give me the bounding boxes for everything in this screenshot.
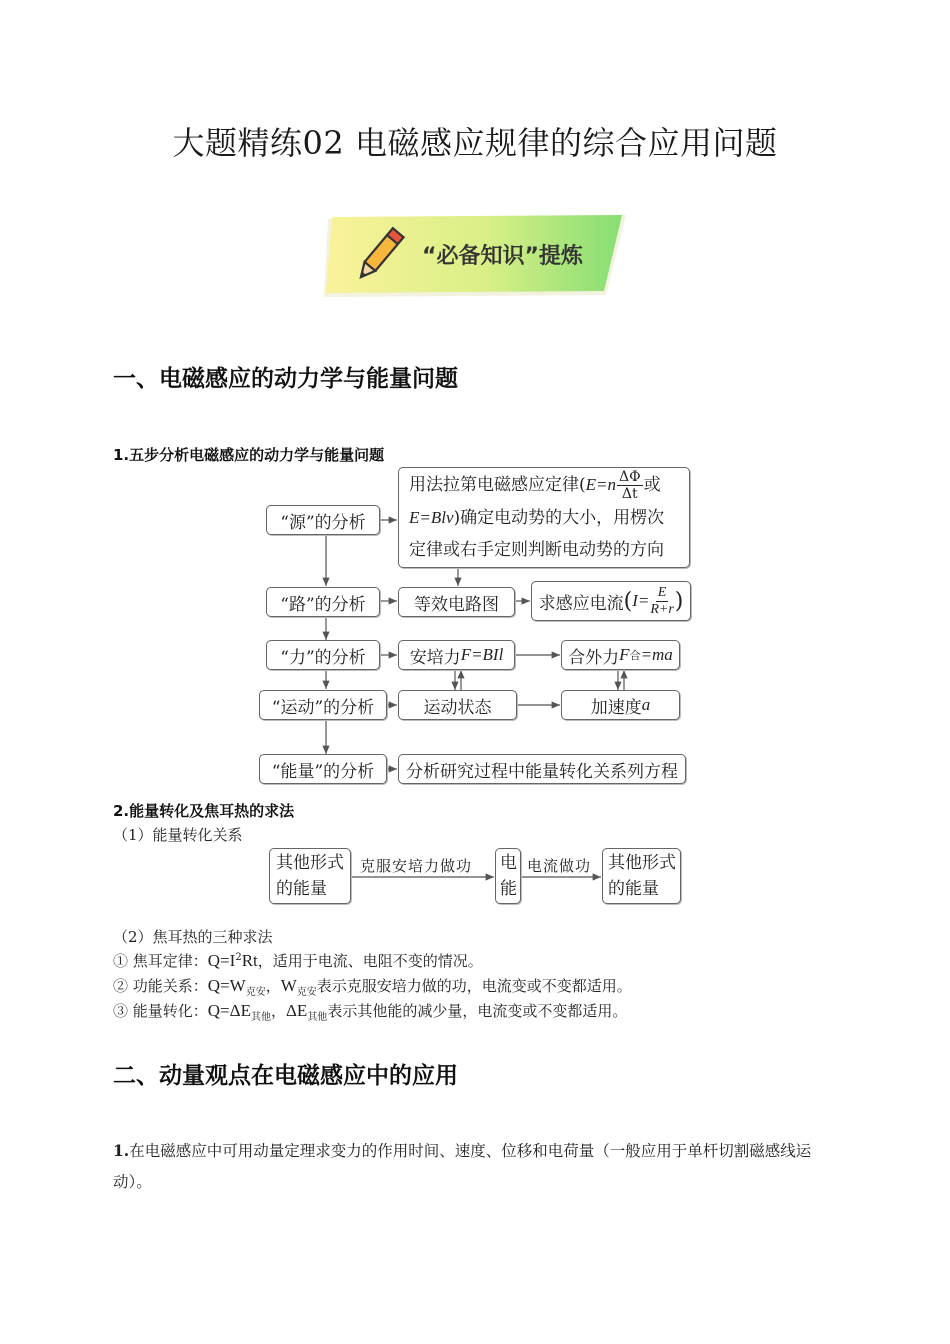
faraday-line3: 定律或右手定则判断电动势的方向 <box>409 540 664 560</box>
section2-heading: 二、动量观点在电磁感应中的应用 <box>113 1063 458 1089</box>
method-work-energy: ② 功能关系：$Q=W_{克安}$，$W_{克安}$表示克服安培力做的功，电流变或不变都适用。 <box>113 976 632 998</box>
electric-energy-box: 电 能 <box>495 848 521 904</box>
motion-state-box: 运动状态 <box>398 690 517 720</box>
overcome-ampere-label: 克服安培力做功 <box>360 857 473 875</box>
force-analysis-box: “力”的分析 <box>266 640 380 670</box>
acceleration-box: 加速度 a <box>561 690 680 720</box>
circuit-box: 等效电路图 <box>398 587 515 617</box>
motion-analysis-box: “运动”的分析 <box>259 690 387 720</box>
section1-sub2: 2.能量转化及焦耳热的求法 <box>113 802 295 820</box>
current-work-label: 电流做功 <box>527 857 592 875</box>
energy-analysis-box: “能量”的分析 <box>259 754 387 784</box>
road-analysis-box: “路”的分析 <box>266 587 380 617</box>
section2-paragraph1: 1.在电磁感应中可用动量定理求变力的作用时间、速度、位移和电荷量（一般应用于单杆切割磁感线运动）。 <box>113 1141 812 1191</box>
energy-equation-box: 分析研究过程中能量转化关系列方程 <box>398 754 686 784</box>
faraday-line1: 用法拉第电磁感应定律(E=n $\frac{\Delta\Phi}{\Delta t}$ 或 <box>409 469 661 502</box>
ampere-force-box: 安培力 F=BIl <box>398 640 515 670</box>
current-box: 求感应电流 ( I= $\frac{E}{R+r}$ ) <box>531 581 691 621</box>
faraday-line2: E=Blv)确定电动势的大小，用楞次 <box>409 508 665 528</box>
source-analysis-box: “源”的分析 <box>266 505 380 535</box>
method-joule-law: ① 焦耳定律：$Q=I^2Rt$，适用于电流、电阻不变的情况。 <box>113 951 483 970</box>
joule-methods-label: （2）焦耳热的三种求法 <box>113 928 273 946</box>
net-force-box: 合外力 F 合 =ma <box>561 640 680 670</box>
other-energy-box-1: 其他形式 的能量 <box>269 848 351 904</box>
energy-relation-label: （1）能量转化关系 <box>113 826 243 844</box>
section1-sub1: 1.五步分析电磁感应的动力学与能量问题 <box>113 446 385 464</box>
banner-label: “必备知识”提炼 <box>422 244 583 269</box>
section1-heading: 一、电磁感应的动力学与能量问题 <box>113 366 458 392</box>
page-title: 大题精练02 电磁感应规律的综合应用问题 <box>172 124 778 162</box>
other-energy-box-2: 其他形式 的能量 <box>602 848 681 904</box>
method-energy-conversion: ③ 能量转化：$Q=\Delta E_{其他}$，$\Delta E_{其他}$表示其他能的减少量，电流变或不变都适用。 <box>113 1001 628 1023</box>
